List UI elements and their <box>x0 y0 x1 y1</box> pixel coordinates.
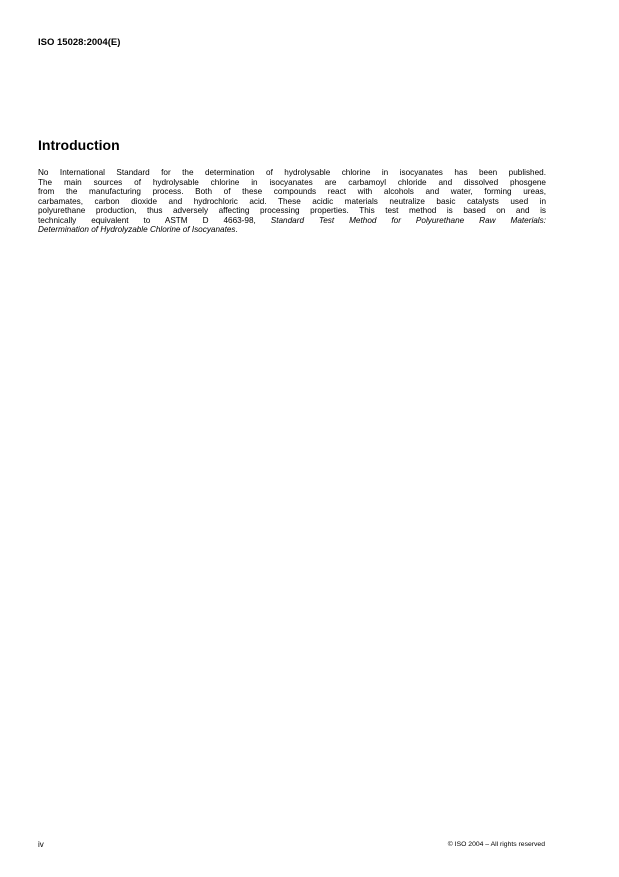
page-number: iv <box>38 840 44 849</box>
paragraph-line: from the manufacturing process. Both of these compounds react with alcohols and water, forming ureas, <box>38 187 546 196</box>
paragraph-text: technically equivalent to ASTM D 4663-98, <box>38 215 271 225</box>
document-header-id: ISO 15028:2004(E) <box>38 37 121 48</box>
copyright-notice: © ISO 2004 – All rights reserved <box>447 841 545 848</box>
introduction-paragraph <box>38 168 546 235</box>
standard-title-italic: Standard Test Method for Polyurethane Raw Materials: <box>270 215 546 225</box>
paragraph-line: No International Standard for the determination of hydrolysable chlorine in isocyanates has been published. <box>38 168 546 177</box>
paragraph-line <box>38 216 546 226</box>
standard-title-italic: Determination of Hydrolyzable Chlorine of Isocyanates <box>38 225 236 234</box>
paragraph-line <box>38 225 546 235</box>
paragraph-line: carbamates, carbon dioxide and hydrochloric acid. These acidic materials neutralize basic catalysts used in <box>38 196 546 206</box>
section-title: Introduction <box>38 137 120 153</box>
paragraph-text: . <box>235 225 238 234</box>
paragraph-line: The main sources of hydrolysable chlorine in isocyanates are carbamoyl chloride and dissolved phosgene <box>38 177 546 187</box>
paragraph-line: polyurethane production, thus adversely affecting processing properties. This test method is based on and is <box>38 206 546 215</box>
